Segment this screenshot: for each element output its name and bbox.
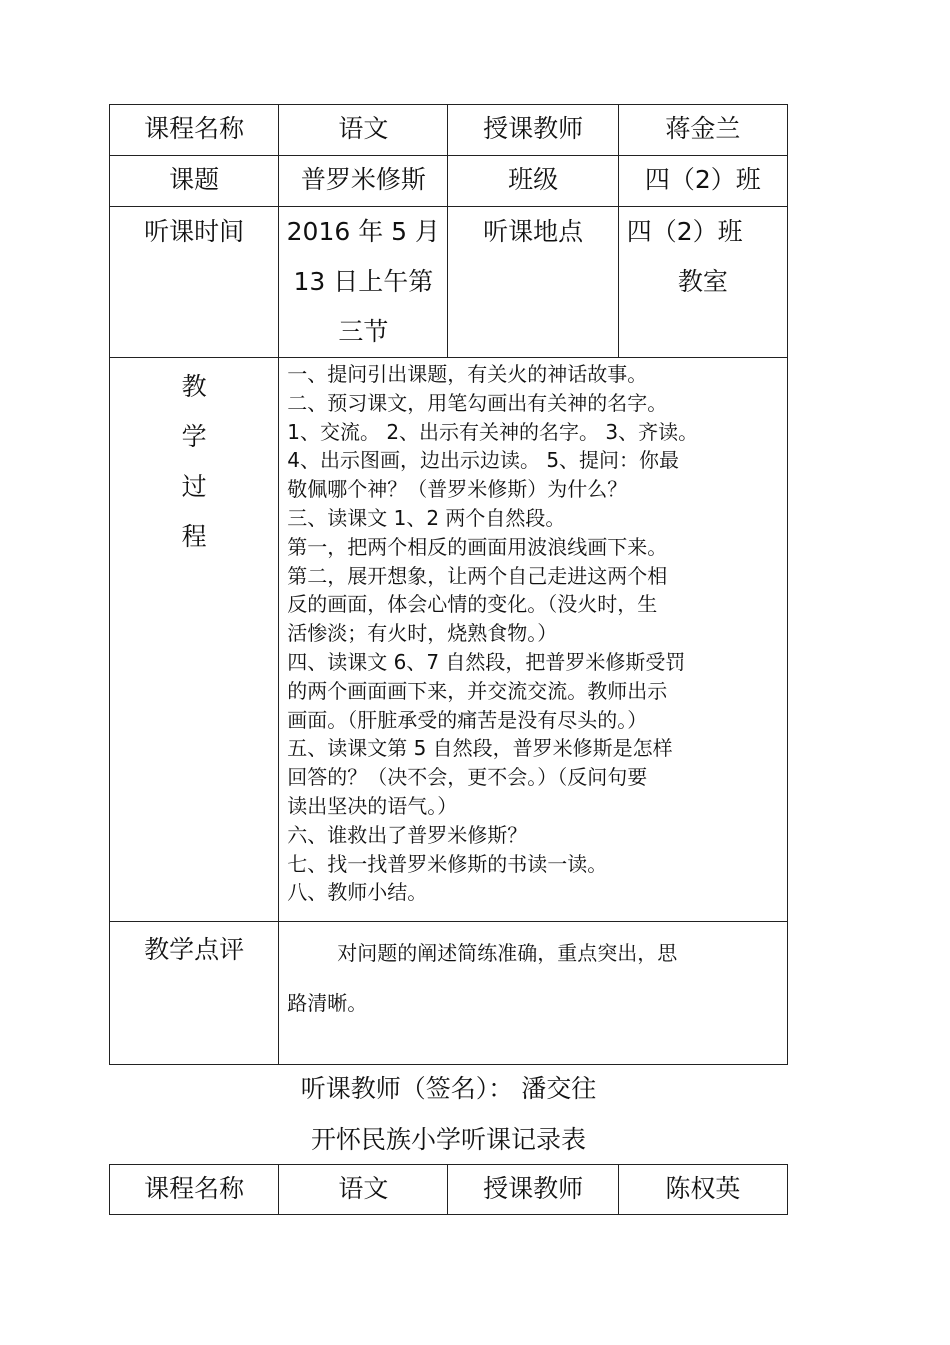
topic-label: 课题 [110, 156, 279, 207]
process-line: 活惨淡；有火时，烧熟食物。） [287, 621, 558, 646]
class-value: 四（2）班 [618, 156, 787, 207]
place-line: 四（2）班 [626, 217, 743, 246]
time-line: 三节 [338, 317, 389, 346]
topic-row [110, 156, 788, 207]
time-line: 13 日上午第 [293, 267, 434, 296]
process-label-char: 程 [181, 522, 207, 551]
process-content [279, 358, 788, 922]
process-label [110, 358, 279, 922]
lesson-record-table-1 [109, 104, 788, 1065]
process-line: 二、预习课文，用笔勾画出有关神的名字。 [287, 390, 668, 415]
process-line: 六、谁救出了普罗米修斯？ [287, 822, 528, 847]
class-label: 班级 [448, 156, 618, 207]
process-label-char: 学 [181, 422, 207, 451]
process-line: 第一，把两个相反的画面用波浪线画下来。 [287, 534, 668, 559]
course-name-label: 课程名称 [110, 105, 279, 156]
process-line: 第二，展开想象，让两个自己走进这两个相 [287, 563, 668, 588]
process-line: 敬佩哪个神？（普罗米修斯）为什么？ [287, 477, 628, 502]
course-name-value: 语文 [279, 105, 448, 156]
process-line: 三、读课文 1、2 两个自然段。 [287, 505, 566, 530]
process-line: 四、读课文 6、7 自然段，把普罗米修斯受罚 [287, 649, 686, 674]
observer-signature: 听课教师（签名）： 潘交往 [300, 1074, 597, 1103]
course-name-value: 语文 [279, 1165, 448, 1215]
form-title: 开怀民族小学听课记录表 [310, 1125, 586, 1154]
process-line: 七、找一找普罗米修斯的书读一读。 [287, 851, 608, 876]
time-place-row [110, 207, 788, 358]
process-line: 一、提问引出课题，有关火的神话故事。 [287, 362, 648, 386]
teacher-label: 授课教师 [448, 1165, 618, 1215]
lesson-record-table-2 [109, 1164, 788, 1215]
process-line: 1、交流。 2、出示有关神的名字。 3、齐读。 [287, 419, 699, 444]
process-line: 4、出示图画，边出示边读。 5、提问：你最 [287, 448, 680, 473]
course-row [110, 105, 788, 156]
teacher-label: 授课教师 [448, 105, 618, 156]
comment-content [279, 922, 788, 1065]
process-label-char: 教 [181, 372, 207, 401]
process-line: 回答的？（决不会，更不会。）（反问句要 [287, 765, 648, 790]
course-name-label: 课程名称 [110, 1165, 279, 1215]
process-line: 八、教师小结。 [287, 880, 428, 905]
comment-line: 路清晰。 [287, 991, 368, 1015]
teacher-value: 陈权英 [618, 1165, 787, 1215]
topic-value: 普罗米修斯 [279, 156, 448, 207]
process-line: 反的画面，体会心情的变化。（没火时，生 [287, 592, 658, 617]
course-row [110, 1165, 788, 1215]
time-line: 2016 年 5 月 [286, 217, 441, 246]
place-label: 听课地点 [448, 207, 618, 358]
place-value [618, 207, 787, 358]
comment-row [110, 922, 788, 1065]
teacher-value: 蒋金兰 [618, 105, 787, 156]
comment-label: 教学点评 [110, 922, 279, 1065]
comment-line: 对问题的阐述简练准确，重点突出，思 [337, 941, 678, 965]
process-line: 五、读课文第 5 自然段，普罗米修斯是怎样 [287, 736, 673, 761]
process-label-char: 过 [181, 472, 207, 501]
time-label: 听课时间 [110, 207, 279, 358]
process-line: 画面。（肝脏承受的痛苦是没有尽头的。） [287, 707, 648, 732]
process-line: 的两个画面画下来，并交流交流。教师出示 [287, 678, 668, 703]
place-line: 教室 [677, 267, 728, 296]
process-line: 读出坚决的语气。） [287, 793, 458, 818]
process-row [110, 358, 788, 922]
time-value [279, 207, 448, 358]
